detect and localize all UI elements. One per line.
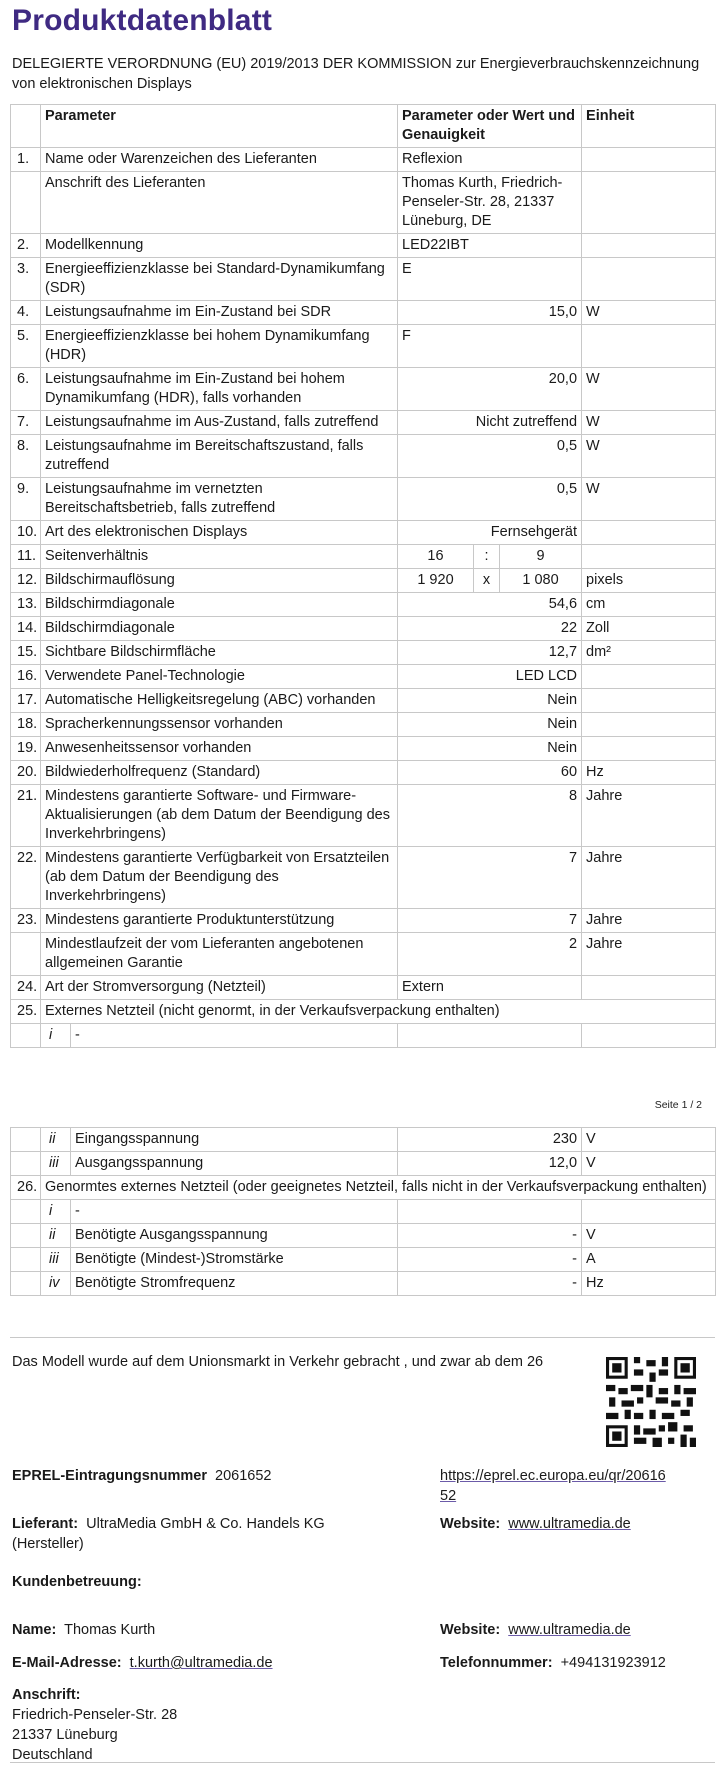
row-parameter: Eingangsspannung [71,1128,398,1152]
row-value: Nein [398,713,582,737]
row-value: - [398,1224,582,1248]
row-value: LED LCD [398,665,582,689]
row-parameter: Anwesenheitssensor vorhanden [41,737,398,761]
row-parameter: Mindestens garantierte Software- und Firmware-Aktualisierungen (ab dem Datum der Beendigung des Inverkehrbringens) [41,785,398,847]
row-number: 25. [11,1000,41,1024]
row-number: 24. [11,976,41,1000]
qr-code-icon [606,1357,696,1447]
table-row [11,325,716,368]
table-row [11,148,716,172]
phone-number: +494131923912 [560,1655,666,1671]
contact-name-line [12,1620,155,1640]
name-label: Name: [12,1622,57,1638]
row-unit [582,713,716,737]
eprel-number: 2061652 [215,1468,272,1484]
row-value: Reflexion [398,148,582,172]
supplier-line [12,1514,392,1554]
row-unit: W [582,435,716,478]
row-unit [582,521,716,545]
row-unit: Zoll [582,617,716,641]
row-number [11,933,41,976]
row-parameter: Bildschirmauflösung [41,569,398,593]
row-value: Nein [398,689,582,713]
row-unit: Hz [582,761,716,785]
row-value-a: 16 [398,545,474,569]
table-row [11,1000,716,1024]
row-number [11,1128,41,1152]
table-row [11,761,716,785]
row-unit [582,737,716,761]
row-parameter: Modellkennung [41,234,398,258]
row-value [398,1200,582,1224]
row-unit: cm [582,593,716,617]
website-link[interactable]: www.ultramedia.de [508,1516,631,1532]
table-row [11,1152,716,1176]
table-row [11,1176,716,1200]
website2-line [440,1620,631,1640]
row-parameter: Mindestens garantierte Verfügbarkeit von Ersatzteilen (ab dem Datum der Beendigung des Inverkehrbringens) [41,847,398,909]
row-parameter: Anschrift des Lieferanten [41,172,398,234]
row-number: 11. [11,545,41,569]
page-number: Seite 1 / 2 [654,1099,702,1111]
supplier-label: Lieferant: [12,1516,79,1532]
row-number [11,1224,41,1248]
row-value-b: 9 [500,545,582,569]
row-value-b: 1 080 [500,569,582,593]
row-parameter: Mindestens garantierte Produktunterstützung [41,909,398,933]
row-number: 14. [11,617,41,641]
row-number: 5. [11,325,41,368]
row-value-separator: : [474,545,500,569]
row-sub-index: iii [41,1248,71,1272]
row-number: 12. [11,569,41,593]
table-row [11,847,716,909]
row-number: 2. [11,234,41,258]
row-number [11,1200,41,1224]
row-value: - [398,1272,582,1296]
row-unit [582,148,716,172]
table-header-row [11,105,716,148]
row-parameter: Name oder Warenzeichen des Lieferanten [41,148,398,172]
row-number: 9. [11,478,41,521]
table-row [11,689,716,713]
row-value: 7 [398,847,582,909]
header-value: Parameter oder Wert und Genauigkeit [398,105,582,148]
row-parameter: Bildwiederholfrequenz (Standard) [41,761,398,785]
supplier-info-box [10,1337,715,1763]
row-parameter: - [71,1024,398,1048]
row-number: 10. [11,521,41,545]
row-number [11,1024,41,1048]
row-parameter: Automatische Helligkeitsregelung (ABC) vorhanden [41,689,398,713]
row-unit: W [582,478,716,521]
row-value: F [398,325,582,368]
table-row [11,569,716,593]
row-parameter: Leistungsaufnahme im Aus-Zustand, falls zutreffend [41,411,398,435]
row-unit [582,325,716,368]
table-row [11,641,716,665]
row-value: 0,5 [398,478,582,521]
row-number [11,172,41,234]
row-number: 18. [11,713,41,737]
row-number: 4. [11,301,41,325]
row-unit: Jahre [582,847,716,909]
eprel-url-wrap [440,1466,670,1506]
row-value: LED22IBT [398,234,582,258]
table-row [11,521,716,545]
row-value: Thomas Kurth, Friedrich-Penseler-Str. 28, 21337 Lüneburg, DE [398,172,582,234]
row-value [398,1024,582,1048]
eprel-line [12,1466,271,1486]
row-number [11,1152,41,1176]
table-row [11,1128,716,1152]
row-number: 20. [11,761,41,785]
header-unit: Einheit [582,105,716,148]
table-row [11,1272,716,1296]
row-unit [582,665,716,689]
supplier-name: UltraMedia GmbH & Co. Handels KG (Hersteller) [12,1516,325,1552]
market-date-text: Das Modell wurde auf dem Unionsmarkt in Verkehr gebracht , und zwar ab dem 26 [12,1354,544,1370]
table-row [11,665,716,689]
row-unit: pixels [582,569,716,593]
website2-label: Website: [440,1622,501,1638]
table-row [11,411,716,435]
table-row [11,172,716,234]
row-parameter: Bildschirmdiagonale [41,593,398,617]
row-unit [582,1024,716,1048]
data-table-page-2 [10,1127,716,1296]
table-row [11,1200,716,1224]
row-unit [582,689,716,713]
email-label: E-Mail-Adresse: [12,1655,122,1671]
row-parameter: - [71,1200,398,1224]
address-line-2: 21337 Lüneburg [12,1727,118,1743]
table-row [11,545,716,569]
row-unit [582,1200,716,1224]
row-parameter: Mindestlaufzeit der vom Lieferanten angebotenen allgemeinen Garantie [41,933,398,976]
header-number-cell [11,105,41,148]
row-unit: Jahre [582,933,716,976]
row-parameter: Ausgangsspannung [71,1152,398,1176]
row-number: 22. [11,847,41,909]
row-unit: A [582,1248,716,1272]
row-sub-index: ii [41,1224,71,1248]
row-number: 8. [11,435,41,478]
row-number: 23. [11,909,41,933]
row-parameter-full: Externes Netzteil (nicht genormt, in der Verkaufsverpackung enthalten) [41,1000,716,1024]
header-parameter: Parameter [41,105,398,148]
row-sub-index: iv [41,1272,71,1296]
row-number: 26. [11,1176,41,1200]
row-value: Nicht zutreffend [398,411,582,435]
row-parameter: Spracherkennungssensor vorhanden [41,713,398,737]
row-value: 60 [398,761,582,785]
eprel-label: EPREL-Eintragungsnummer [12,1468,207,1484]
row-value: 2 [398,933,582,976]
row-unit: V [582,1224,716,1248]
row-sub-index: i [41,1024,71,1048]
row-number: 1. [11,148,41,172]
row-value: Fernsehgerät [398,521,582,545]
row-number: 6. [11,368,41,411]
row-number: 19. [11,737,41,761]
table-row [11,1248,716,1272]
row-unit: W [582,411,716,435]
row-unit: Jahre [582,785,716,847]
table-row [11,435,716,478]
row-value: 230 [398,1128,582,1152]
row-parameter: Leistungsaufnahme im vernetzten Bereitschaftsbetrieb, falls zutreffend [41,478,398,521]
row-unit: Hz [582,1272,716,1296]
row-unit [582,545,716,569]
row-parameter: Bildschirmdiagonale [41,617,398,641]
table-row [11,301,716,325]
table-row [11,933,716,976]
row-number: 7. [11,411,41,435]
row-number: 3. [11,258,41,301]
regulation-subtitle: DELEGIERTE VERORDNUNG (EU) 2019/2013 DER KOMMISSION zur Energieverbrauchskennzeichnung von elektronischen Displays [12,56,700,92]
row-value: 7 [398,909,582,933]
address-label: Anschrift: [12,1687,81,1703]
row-value: Nein [398,737,582,761]
website2-link[interactable]: www.ultramedia.de [508,1622,631,1638]
row-value: 8 [398,785,582,847]
row-unit [582,234,716,258]
row-number: 13. [11,593,41,617]
row-value: 12,0 [398,1152,582,1176]
row-value: 12,7 [398,641,582,665]
email-line [12,1653,273,1673]
row-number: 17. [11,689,41,713]
customer-service-heading: Kundenbetreuung: [12,1574,142,1590]
website-line [440,1514,631,1534]
row-parameter-full: Genormtes externes Netzteil (oder geeignetes Netzteil, falls nicht in der Verkaufsverpackung enthalten) [41,1176,716,1200]
row-parameter: Benötigte Ausgangsspannung [71,1224,398,1248]
row-parameter: Seitenverhältnis [41,545,398,569]
table-row [11,976,716,1000]
table-row [11,258,716,301]
row-value: - [398,1248,582,1272]
row-number [11,1272,41,1296]
email-link[interactable]: t.kurth@ultramedia.de [129,1655,273,1671]
row-parameter: Leistungsaufnahme im Ein-Zustand bei SDR [41,301,398,325]
row-parameter: Benötigte Stromfrequenz [71,1272,398,1296]
row-unit: W [582,301,716,325]
phone-label: Telefonnummer: [440,1655,553,1671]
row-unit: Jahre [582,909,716,933]
table-row [11,713,716,737]
row-parameter: Art des elektronischen Displays [41,521,398,545]
row-parameter: Leistungsaufnahme im Ein-Zustand bei hohem Dynamikumfang (HDR), falls vorhanden [41,368,398,411]
row-value: 54,6 [398,593,582,617]
row-parameter: Sichtbare Bildschirmfläche [41,641,398,665]
row-unit: W [582,368,716,411]
row-value: 22 [398,617,582,641]
table-row [11,1024,716,1048]
row-value: 20,0 [398,368,582,411]
address-line-3: Deutschland [12,1747,93,1763]
row-unit [582,172,716,234]
row-number: 21. [11,785,41,847]
row-parameter: Art der Stromversorgung (Netzteil) [41,976,398,1000]
table-row [11,737,716,761]
website-label: Website: [440,1516,501,1532]
address-line-1: Friedrich-Penseler-Str. 28 [12,1707,178,1723]
row-unit: dm² [582,641,716,665]
eprel-link[interactable]: https://eprel.ec.europa.eu/qr/2061652 [440,1468,666,1504]
row-sub-index: ii [41,1128,71,1152]
table-row [11,617,716,641]
table-row [11,909,716,933]
row-unit: V [582,1152,716,1176]
table-row [11,368,716,411]
table-row [11,1224,716,1248]
table-row [11,785,716,847]
row-value: Extern [398,976,582,1000]
phone-line [440,1653,666,1673]
table-row [11,478,716,521]
row-value: E [398,258,582,301]
row-number: 16. [11,665,41,689]
row-unit: V [582,1128,716,1152]
row-parameter: Energieeffizienzklasse bei hohem Dynamikumfang (HDR) [41,325,398,368]
row-value-separator: x [474,569,500,593]
row-sub-index: iii [41,1152,71,1176]
row-parameter: Benötigte (Mindest-)Stromstärke [71,1248,398,1272]
row-value-a: 1 920 [398,569,474,593]
row-value: 0,5 [398,435,582,478]
row-value: 15,0 [398,301,582,325]
page-title: Produktdatenblatt [12,4,273,37]
contact-name: Thomas Kurth [64,1622,156,1638]
table-row [11,593,716,617]
row-parameter: Verwendete Panel-Technologie [41,665,398,689]
row-number [11,1248,41,1272]
row-parameter: Leistungsaufnahme im Bereitschaftszustand, falls zutreffend [41,435,398,478]
row-unit [582,976,716,1000]
data-table-page-1 [10,104,716,1048]
row-parameter: Energieeffizienzklasse bei Standard-Dynamikumfang (SDR) [41,258,398,301]
row-number: 15. [11,641,41,665]
table-row [11,234,716,258]
row-sub-index: i [41,1200,71,1224]
row-unit [582,258,716,301]
